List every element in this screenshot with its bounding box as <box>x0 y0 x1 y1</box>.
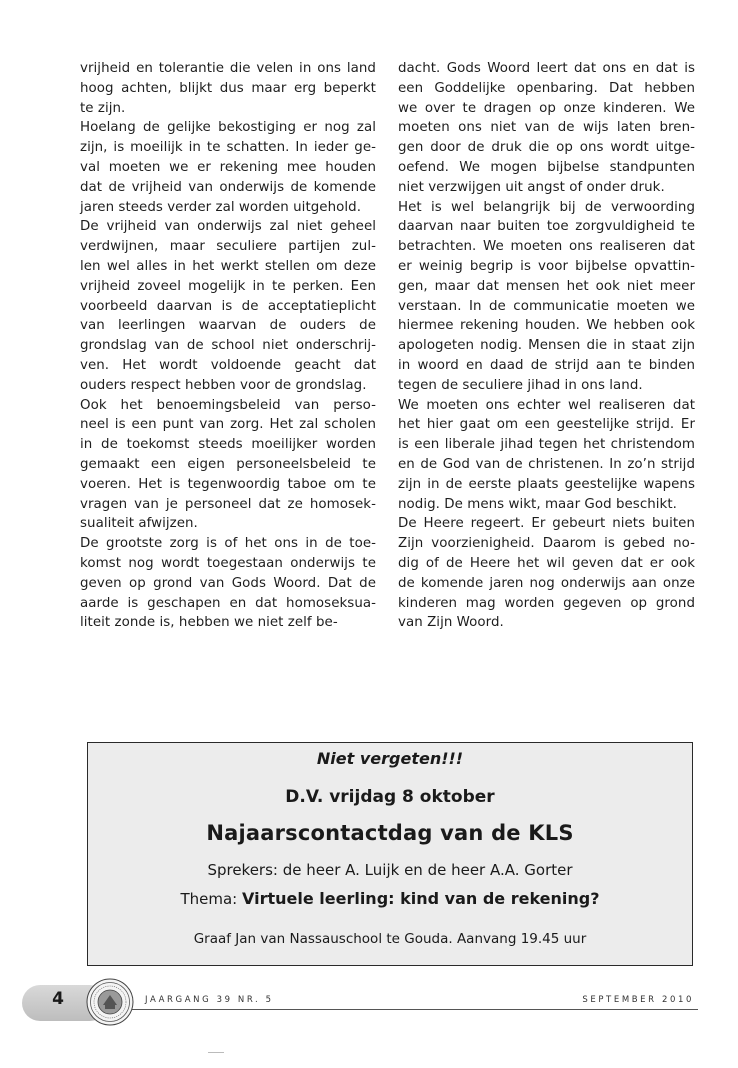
article-line: daarvan naar buiten toe zorgvuldigheid te <box>398 219 695 235</box>
article-line: in de toekomst steeds moeilijker worden <box>80 437 376 453</box>
article-line: geven op grond van Gods Woord. Dat de <box>80 575 376 591</box>
notice-theme-label: Thema: <box>180 890 242 908</box>
page-number: 4 <box>52 989 64 1009</box>
article-line: verdwijnen, maar seculiere partijen zul- <box>80 239 376 255</box>
article-line: ouders respect hebben voor de grondslag. <box>80 377 367 393</box>
article-line: komst nog wordt toegestaan onderwijs te <box>80 555 376 571</box>
article-line: een Goddelijke openbaring. Dat hebben <box>398 80 695 96</box>
article-line: dig of de Heere het wil geven dat er ook <box>398 555 695 571</box>
notice-heading: Niet vergeten!!! <box>316 749 464 768</box>
article-line: gen, maar dat mensen het ook niet meer <box>398 278 695 294</box>
article-line: vragen van je personeel dat ze homosek- <box>80 496 376 512</box>
article-line: We moeten ons echter wel realiseren dat <box>398 397 695 413</box>
article-line: niet verzwijgen uit angst of onder druk. <box>398 179 665 195</box>
article-line: ven. Het wordt voldoende geacht dat <box>80 357 376 373</box>
article-line: zijn, is moeilijk in te schatten. In ieder ge- <box>80 140 376 156</box>
notice-theme <box>88 889 692 908</box>
article-line: van leerlingen waarvan de ouders de <box>80 318 376 334</box>
article-line: len wel alles in het werkt stellen om deze <box>80 258 376 274</box>
article-line: Ook het benoemingsbeleid van perso- <box>80 397 376 413</box>
notice-speakers: Sprekers: de heer A. Luijk en de heer A.A. Gorter <box>207 861 573 879</box>
event-notice-box <box>87 742 693 966</box>
footer-volume: JAARGANG 39 NR. 5 <box>145 995 274 1005</box>
article-line: sualiteit afwijzen. <box>80 516 198 532</box>
article-line: oefend. We mogen bijbelse standpunten <box>398 159 695 175</box>
article-line: aarde is geschapen en dat homoseksua- <box>80 595 376 611</box>
article-line: zijn in de eerste plaats geestelijke wapens <box>398 476 695 492</box>
article-line: liteit zonde is, hebben we niet zelf be- <box>80 615 338 631</box>
article-line: nodig. De mens wikt, maar God beschikt. <box>398 496 677 512</box>
article-right-column <box>398 59 695 633</box>
article-line: hiermee rekening houden. We hebben ook <box>398 318 695 334</box>
article-line: De grootste zorg is of het ons in de toe- <box>80 536 376 552</box>
article-line: hoog achten, blijkt dus maar erg beperkt <box>80 80 376 96</box>
article-line: gemaakt een eigen personeelsbeleid te <box>80 456 376 472</box>
article-line: we over te dragen op onze kinderen. We <box>398 100 695 116</box>
article-line: verstaan. In de communicatie moeten we <box>398 298 695 314</box>
article-line: van Zijn Woord. <box>398 615 504 631</box>
article-line: gen door de druk die op ons wordt uitge- <box>398 140 695 156</box>
article-line: apologeten nodig. Mensen die in staat zijn <box>398 338 695 354</box>
article-line: dat de vrijheid van onderwijs de komende <box>80 179 376 195</box>
article-left-column <box>80 59 376 633</box>
article-line: kinderen mag worden gegeven op grond <box>398 595 695 611</box>
article-line: Hoelang de gelijke bekostiging er nog zal <box>80 120 376 136</box>
notice-date: D.V. vrijdag 8 oktober <box>285 787 495 807</box>
article-line: dacht. Gods Woord leert dat ons en dat is <box>398 61 695 76</box>
article-line: het hier gaat om een geestelijke strijd. Er <box>398 417 695 433</box>
article-line: De Heere regeert. Er gebeurt niets buiten <box>398 516 695 532</box>
article-line: grondslag van de school niet onderschrij- <box>80 338 376 354</box>
notice-event-title: Najaarscontactdag van de KLS <box>206 821 574 845</box>
article-line: De vrijheid van onderwijs zal niet geheel <box>80 219 376 235</box>
article-line: voeren. Het is tegenwoordig taboe om te <box>80 476 376 492</box>
footer-date: SEPTEMBER 2010 <box>582 995 694 1005</box>
footer-rule <box>132 1009 698 1010</box>
article-line: en de God van de christenen. In zo’n strijd <box>398 456 695 472</box>
article-line: vrijheid en tolerantie die velen in ons land <box>80 61 376 76</box>
article-line: is een liberale jihad tegen het christendom <box>398 437 695 453</box>
article-line: er weinig begrip is voor bijbelse opvattin- <box>398 258 695 274</box>
article-line: Zijn voorzienigheid. Daarom is gebed no- <box>398 536 695 552</box>
article-line: te zijn. <box>80 100 126 116</box>
article-line: voorbeeld daarvan is de acceptatieplicht <box>80 298 376 314</box>
article-line: neel is een punt van zorg. Het zal scholen <box>80 417 376 433</box>
article-line: in woord en daad de strijd aan te binden <box>398 357 695 373</box>
article-line: betrachten. We moeten ons realiseren dat <box>398 239 695 255</box>
article-line: de komende jaren nog onderwijs aan onze <box>398 575 695 591</box>
article-line: moeten ons niet van de wijs laten bren- <box>398 120 695 136</box>
notice-location: Graaf Jan van Nassauschool te Gouda. Aanvang 19.45 uur <box>193 931 587 947</box>
article-line: tegen de seculiere jihad in ons land. <box>398 377 643 393</box>
publisher-seal-icon <box>86 978 134 1026</box>
scan-mark <box>208 1052 224 1053</box>
article-line: jaren steeds verder zal worden uitgehold. <box>80 199 361 215</box>
notice-theme-value: Virtuele leerling: kind van de rekening? <box>241 889 600 908</box>
article-line: vrijheid zoveel mogelijk in te perken. Een <box>80 278 376 294</box>
article-line: Het is wel belangrijk bij de verwoording <box>398 199 695 215</box>
article-line: val moeten we er rekening mee houden <box>80 159 376 175</box>
